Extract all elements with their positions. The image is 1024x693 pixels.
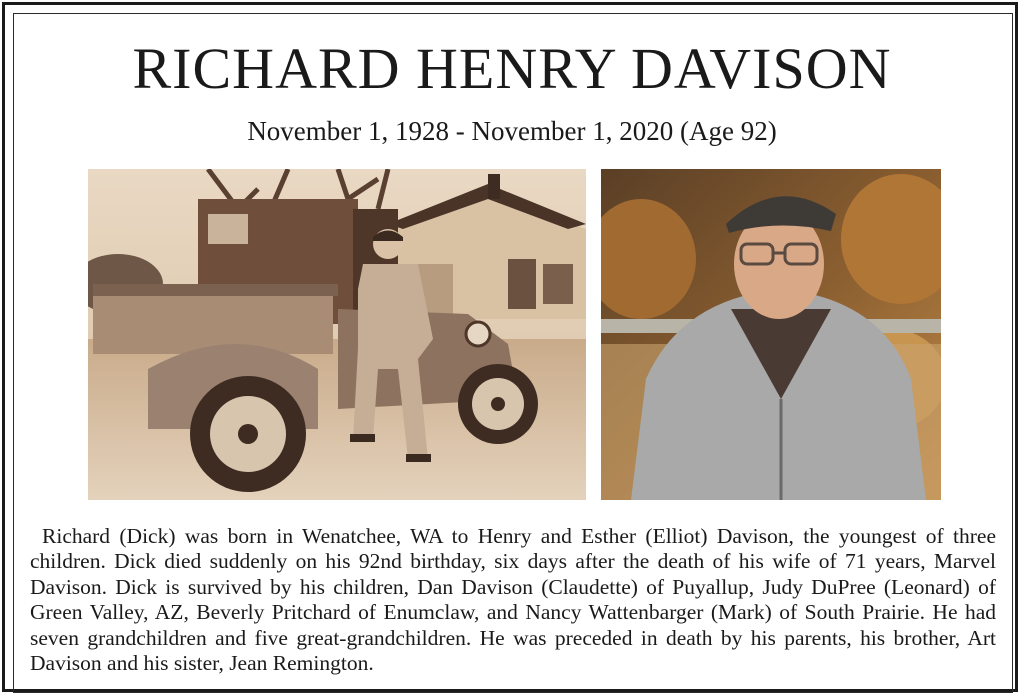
- portrait-photo: [601, 169, 941, 500]
- vintage-truck-photo: [88, 169, 586, 500]
- portrait-illustration: [601, 169, 941, 500]
- obituary-name: RICHARD HENRY DAVISON: [132, 36, 892, 101]
- obituary-dates: November 1, 1928 - November 1, 2020 (Age 92): [247, 116, 777, 146]
- obituary-paragraph: Richard (Dick) was born in Wenatchee, WA to Henry and Esther (Elliot) Davison, the youngest of three children. Dick died suddenly on his 92nd birthday, six days after the death of his wife of 71 years, Marvel Davison. Dick is survived by his children, Dan Davison (Claudette) of Puyallup, Judy DuPree (Leonard) of Green Valley, AZ, Beverly Pritchard of Enumclaw, and Nancy Wattenbarger (Mark) of South Prairie. He had seven grandchildren and five great-grandchildren. He was preceded in death by his parents, his brother, Art Davison and his sister, Jean Remington.: [30, 524, 996, 676]
- obituary-body: [30, 524, 996, 676]
- vintage-truck-illustration: [88, 169, 586, 500]
